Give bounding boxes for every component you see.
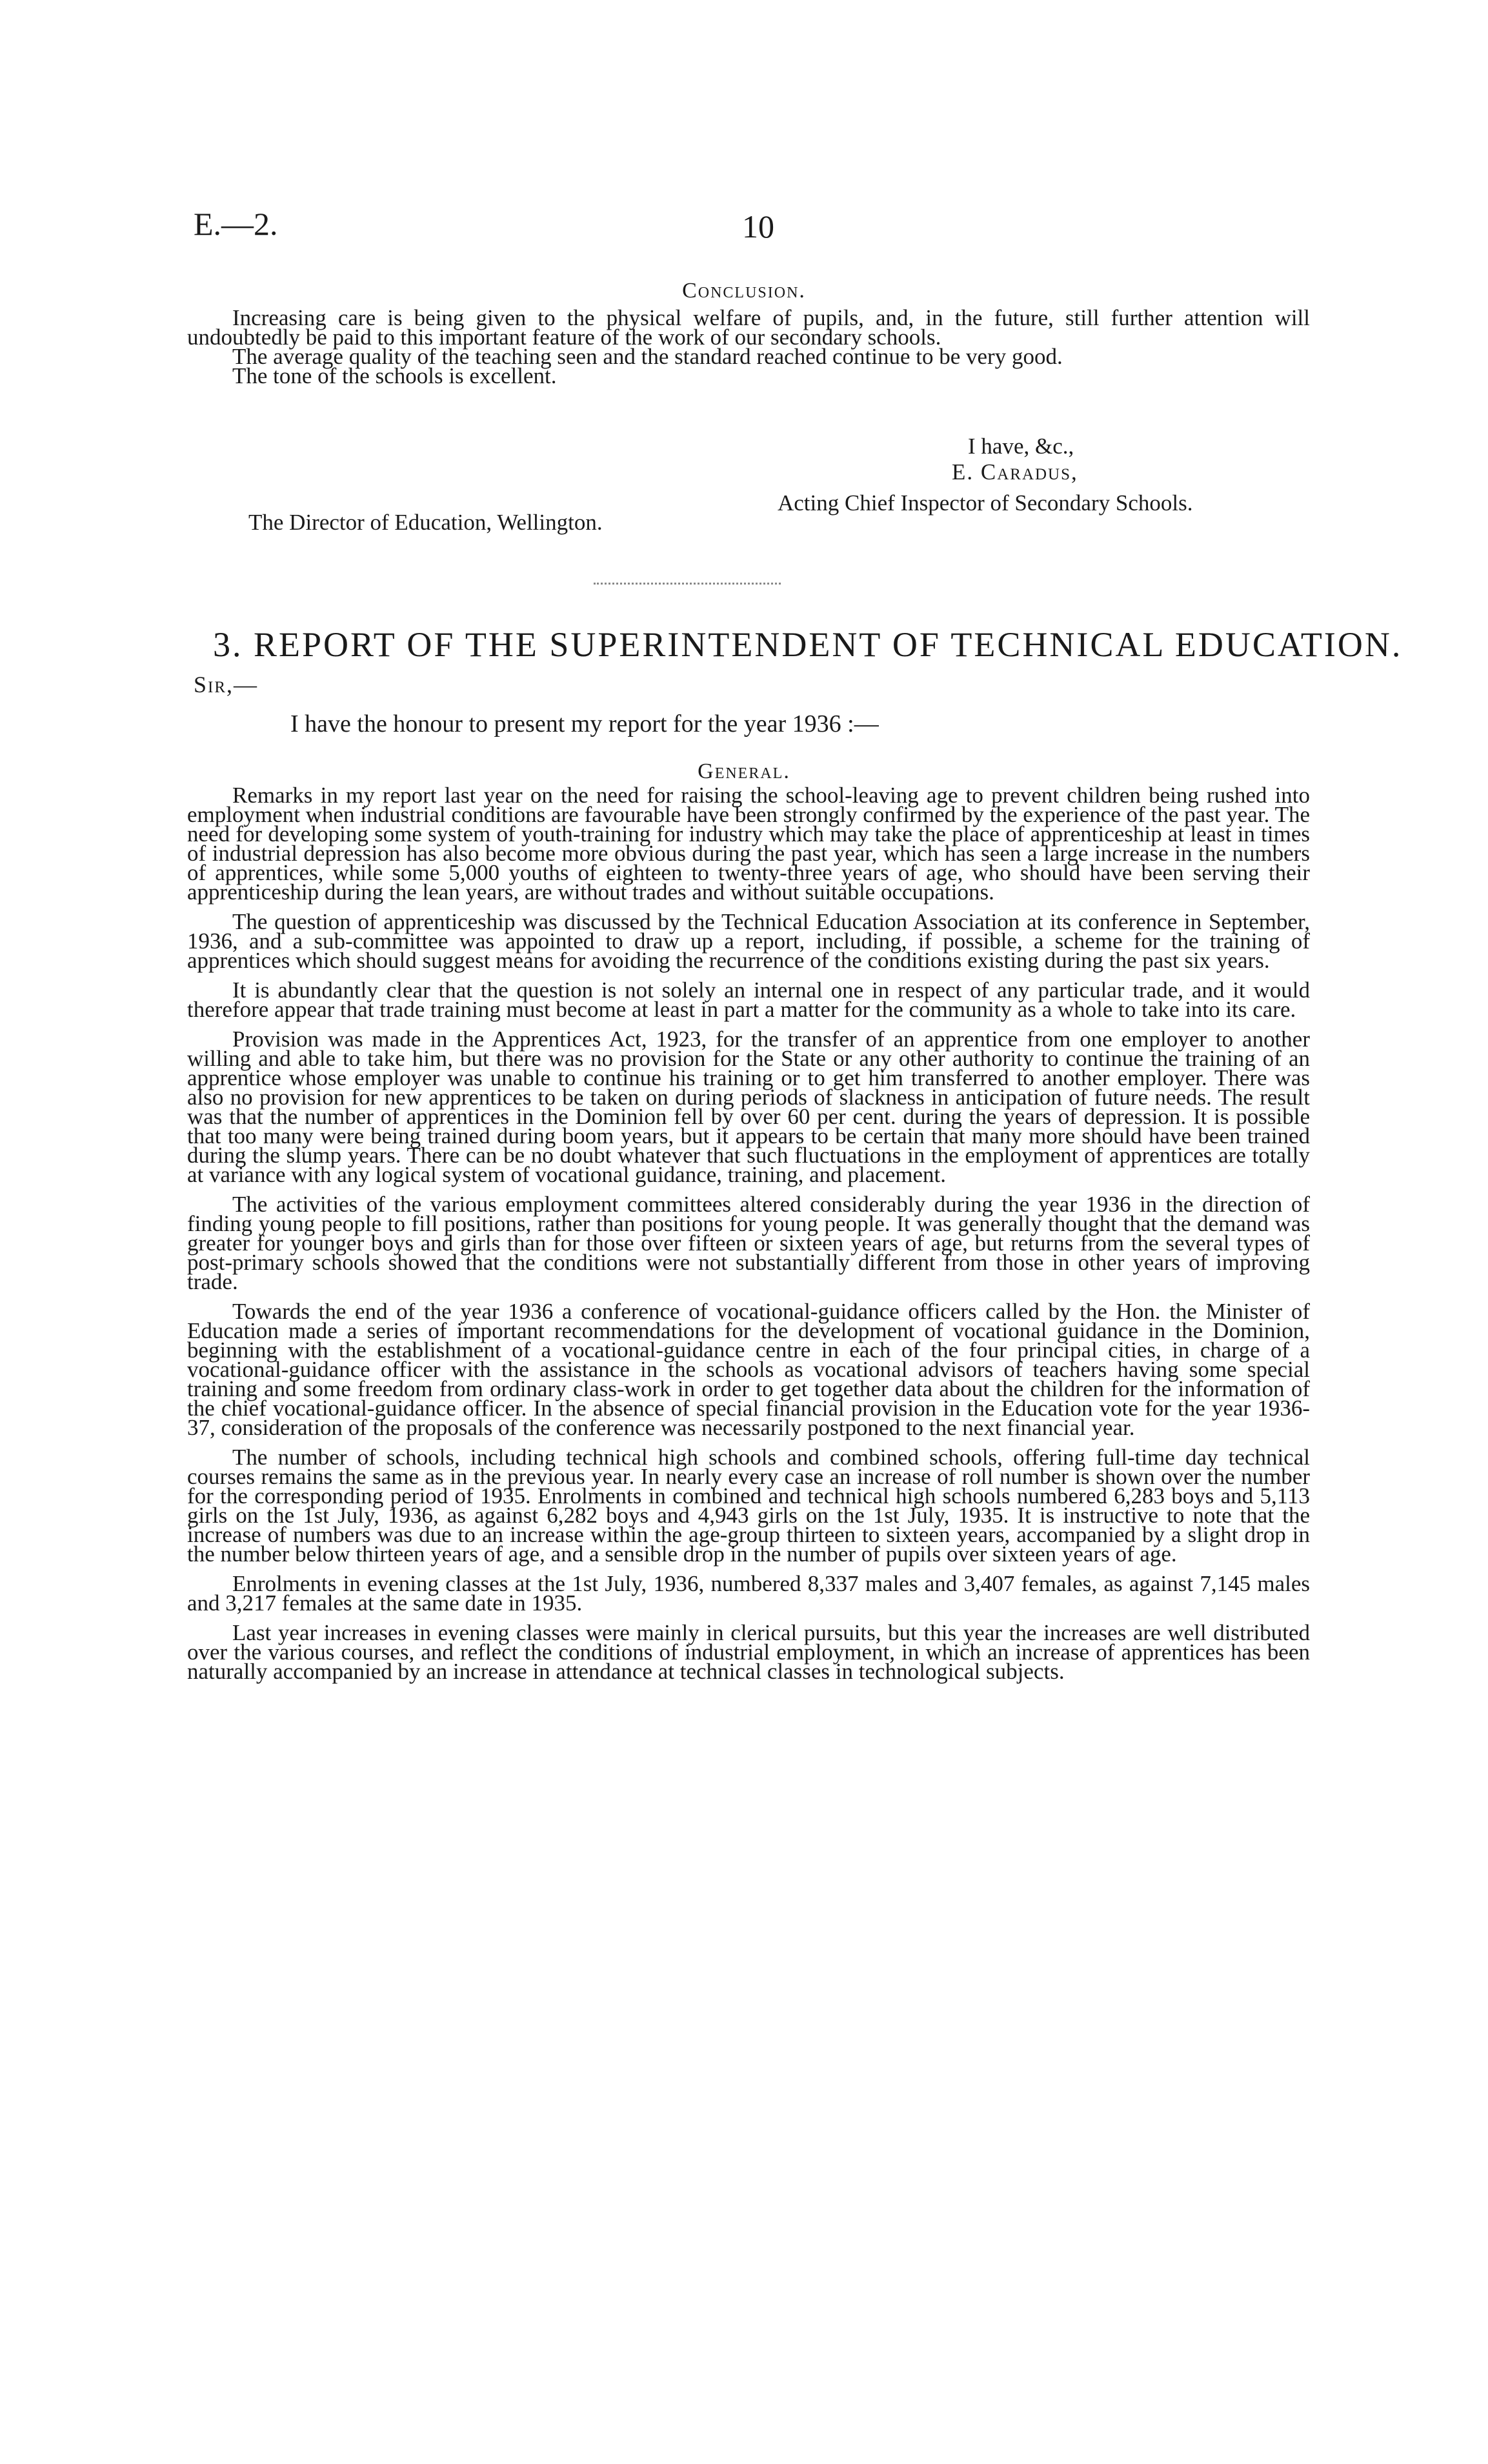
report-paragraph: Towards the end of the year 1936 a conference of vocational-guidance officers called by the Hon. the Minister of Education made a series of important recommendations for the development of vocational guidance in the Dominion, beginning with the establishment of a vocational-guidance centre in each of the four principal cities, in charge of a vocational-guidance officer with the assistance in the schools as vocational advisors of teachers having some special training and some freedom from ordinary class-work in order to get together data about the children for the information of the chief vocational-guidance officer. In the absence of special financial provision in the Education vote for the year 1936-37, consideration of the proposals of the conference was necessarily postponed to the next financial year. — [187, 1299, 1310, 1440]
page-number: 10 — [742, 208, 774, 245]
report-paragraph: The question of apprenticeship was discussed by the Technical Education Association at its conference in September, 1936, and a sub-committee was appointed to draw up a report, including, if possible, a scheme for the training of apprentices which should suggest means for avoiding the recurrence of the conditions existing during the past six years. — [187, 909, 1310, 973]
report-title: 3. REPORT OF THE SUPERINTENDENT OF TECHNICAL EDUCATION. — [213, 625, 1403, 664]
report-paragraph: Enrolments in evening classes at the 1st July, 1936, numbered 8,337 males and 3,407 females, as against 7,145 males and 3,217 females at the same date in 1935. — [187, 1571, 1310, 1616]
addressee: The Director of Education, Wellington. — [248, 510, 603, 535]
conclusion-heading: Conclusion. — [682, 279, 806, 303]
report-paragraph: Remarks in my report last year on the need for raising the school-leaving age to prevent children being rushed into employment when industrial conditions are favourable have been strongly confirmed by the experience of the past year. The need for developing some system of youth-training for industry which may take the place of apprenticeship at least in times of industrial depression has also become more obvious during the past year, which has seen a large increase in the numbers of apprentices, while some 5,000 youths of eighteen to twenty-three years of age, who should have been serving their apprenticeship during the lean years, are without trades and without suitable occupations. — [187, 783, 1310, 905]
conclusion-paragraph: The tone of the schools is excellent. — [232, 363, 557, 388]
signatory-name: E. Caradus, — [952, 459, 1078, 485]
conclusion-body — [187, 305, 1310, 388]
general-heading: General. — [698, 759, 790, 783]
salutation: Sir,— — [194, 672, 259, 697]
report-paragraph: It is abundantly clear that the question is not solely an internal one in respect of any particular trade, and it would therefore appear that trade training must become at least in part a matter for the community as a whole to take into its care. — [187, 977, 1310, 1022]
report-paragraph: Last year increases in evening classes were mainly in clerical pursuits, but this year the increases are well distributed over the various courses, and reflect the conditions of industrial employment, in which an increase of apprentices has been naturally accompanied by an increase in attendance at technical classes in technological subjects. — [187, 1620, 1310, 1684]
section-divider — [594, 583, 781, 585]
document-reference: E.—2. — [194, 206, 278, 242]
opening-line: I have the honour to present my report for the year 1936 :— — [290, 710, 879, 737]
report-paragraph: Provision was made in the Apprentices Act, 1923, for the transfer of an apprentice from one employer to another willing and able to take him, but there was no provision for the State or any other authority to continue the training of an apprentice whose employer was unable to continue his training or to get him transferred to another employer. There was also no provision for new apprentices to be taken on during periods of slackness in anticipation of future needs. The result was that the number of apprentices in the Dominion fell by over 60 per cent. during the years of depression. It is possible that too many were being trained during boom years, but it appears to be certain that many more should have been trained during the slump years. There can be no doubt whatever that such fluctuations in the employment of apprentices are totally at variance with any logical system of vocational guidance, training, and placement. — [187, 1027, 1310, 1187]
conclusion-paragraph: Increasing care is being given to the physical welfare of pupils, and, in the future, still further attention will undoubtedly be paid to this important feature of the work of our secondary schools. — [187, 305, 1310, 350]
conclusion-paragraph: The average quality of the teaching seen and the standard reached continue to be very good. — [232, 344, 1063, 369]
report-body — [187, 783, 1310, 1692]
closing-line: I have, &c., — [968, 434, 1074, 459]
report-paragraph: The activities of the various employment committees altered considerably during the year 1936 in the direction of finding young people to fill positions, rather than positions for young people. It was generally thought that the demand was greater for younger boys and girls than for those over fifteen or sixteen years of age, but returns from the several types of post-primary schools showed that the conditions were not substantially different from those in other years of improving trade. — [187, 1192, 1310, 1294]
signatory-title: Acting Chief Inspector of Secondary Schools. — [778, 490, 1193, 516]
report-paragraph: The number of schools, including technical high schools and combined schools, offering full-time day technical courses remains the same as in the previous year. In nearly every case an increase of roll number is shown over the number for the corresponding period of 1935. Enrolments in combined and technical high schools numbered 6,283 boys and 5,113 girls on the 1st July, 1936, as against 6,282 boys and 4,943 girls on the 1st July, 1935. It is instructive to note that the increase of numbers was due to an increase within the age-group thirteen to sixteen years, accompanied by a slight drop in the number below thirteen years of age, and a sensible drop in the number of pupils over sixteen years of age. — [187, 1445, 1310, 1567]
